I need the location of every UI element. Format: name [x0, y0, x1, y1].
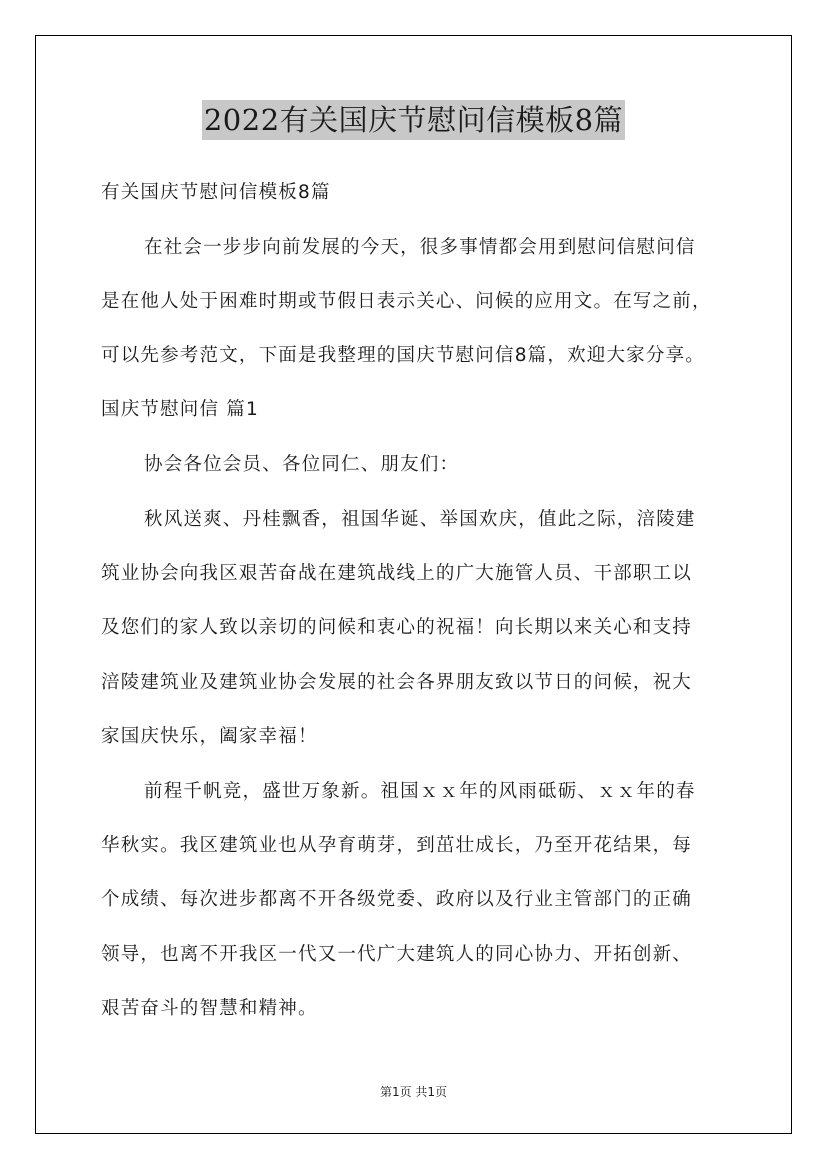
paragraph-line: 筑业协会向我区艰苦奋战在建筑战线上的广大施管人员、干部职工以: [101, 563, 693, 584]
paragraph-line: 前程千帆竞，盛世万象新。祖国ｘｘ年的风雨砥砺、ｘｘ年的春: [144, 781, 696, 802]
paragraph-line: 个成绩、每次进步都离不开各级党委、政府以及行业主管部门的正确: [101, 889, 693, 910]
salutation-line: 协会各位会员、各位同仁、朋友们：: [144, 454, 460, 475]
page-footer: 第1页 共1页: [379, 1085, 448, 1099]
paragraph-line: 领导，也离不开我区一代又一代广大建筑人的同心协力、开拓创新、: [101, 944, 693, 965]
paragraph-line: 涪陵建筑业及建筑业协会发展的社会各界朋友致以节日的问候，祝大: [101, 672, 693, 693]
paragraph-line: 及您们的家人致以亲切的问候和衷心的祝福！向长期以来关心和支持: [101, 617, 693, 638]
paragraph-line: 艰苦奋斗的智慧和精神。: [101, 998, 318, 1019]
paragraph-line: 家国庆快乐，阖家幸福！: [101, 726, 318, 747]
paragraph-line: 是在他人处于困难时期或节假日表示关心、问候的应用文。在写之前，: [101, 291, 712, 312]
paragraph-line: 华秋实。我区建筑业也从孕育萌芽，到茁壮成长，乃至开花结果，每: [101, 835, 693, 856]
document-title: 2022有关国庆节慰问信模板8篇: [202, 100, 625, 140]
paragraph-line: 可以先参考范文，下面是我整理的国庆节慰问信8篇，欢迎大家分享。: [101, 345, 705, 366]
paragraph-line: 秋风送爽、丹桂飘香，祖国华诞、举国欢庆，值此之际，涪陵建: [144, 509, 696, 530]
paragraph-line: 在社会一步步向前发展的今天，很多事情都会用到慰问信慰问信: [144, 237, 696, 258]
section-heading: 国庆节慰问信 篇1: [101, 399, 259, 420]
title-container: [0, 100, 827, 140]
subtitle-line: 有关国庆节慰问信模板8篇: [101, 182, 331, 203]
